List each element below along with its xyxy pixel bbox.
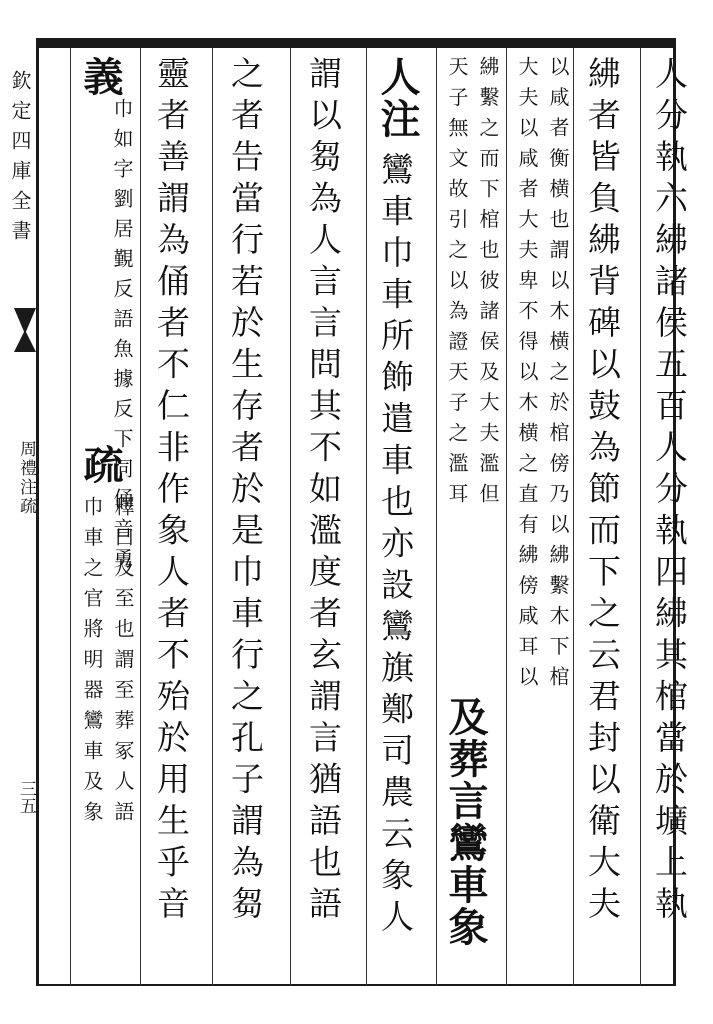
text-column-1 — [641, 56, 699, 976]
column-separator — [140, 48, 141, 986]
column-text: 靈者善謂為俑者不仁非作象人者不殆於用生乎音 — [152, 56, 191, 928]
fish-tail-mark-lower-icon — [14, 330, 36, 352]
text-column-3 — [507, 56, 570, 976]
text-column-6 — [293, 56, 351, 976]
commentary-left-line: 巾車之官將明器鸞車及象 — [80, 496, 104, 832]
column-text: 謂以芻為人言言問其不如濫度者玄謂言猶語也語 — [304, 56, 343, 928]
sound-meaning-marker: 義 — [77, 56, 124, 98]
text-column-8 — [143, 56, 201, 976]
note-marker: 人注 — [374, 56, 421, 140]
text-column-4 — [437, 56, 500, 976]
commentary-left-line: 大夫以咸者大夫卑不得以木横之直有紼傍咸耳以 — [515, 56, 539, 697]
text-column-9 — [72, 56, 135, 976]
commentary-right-line: 釋曰及至也謂至葬冢人語 — [111, 496, 135, 832]
column-separator — [70, 48, 71, 986]
column-separator — [212, 48, 213, 986]
text-column-2 — [574, 56, 632, 976]
commentary-pair — [513, 56, 573, 697]
subcommentary-marker: 疏 — [77, 444, 124, 486]
top-border-rule — [36, 38, 676, 48]
commentary-pair — [78, 496, 138, 832]
commentary-pair — [443, 56, 503, 514]
commentary-right-line: 紼繫之而下棺也彼諸侯及大夫濫但 — [476, 56, 500, 514]
text-column-7 — [215, 56, 273, 976]
column-separator — [290, 48, 291, 986]
column-text: 人分執六紼諸侯五百人分執四紼其棺當於壙上執 — [650, 56, 689, 928]
classic-text-large: 及葬言鸞車象 — [442, 696, 489, 948]
column-text: 之者告當行若於生存者於是巾車行之孔子謂為芻 — [226, 56, 265, 928]
commentary-right-line: 以咸者衡横也謂以木横之於棺傍乃以紼繫木下棺 — [546, 56, 570, 697]
page-number: 三五 — [16, 780, 36, 814]
chapter-title: 周禮注疏 — [16, 440, 36, 516]
book-title: 欽定四庫全書 — [8, 70, 32, 250]
text-column-5 — [367, 56, 425, 976]
column-text: 紼者皆負紼背碑以鼓為節而下之云君封以衛大夫 — [583, 56, 622, 928]
column-text: 鸞車巾車所飾遣車也亦設鸞旗鄭司農云象人 — [376, 152, 415, 941]
commentary-right-line: 巾如字劉居覲反語魚據反下同俑音勇 — [110, 98, 134, 578]
commentary-left-line: 天子無文故引之以為證天子之濫耳 — [445, 56, 469, 514]
